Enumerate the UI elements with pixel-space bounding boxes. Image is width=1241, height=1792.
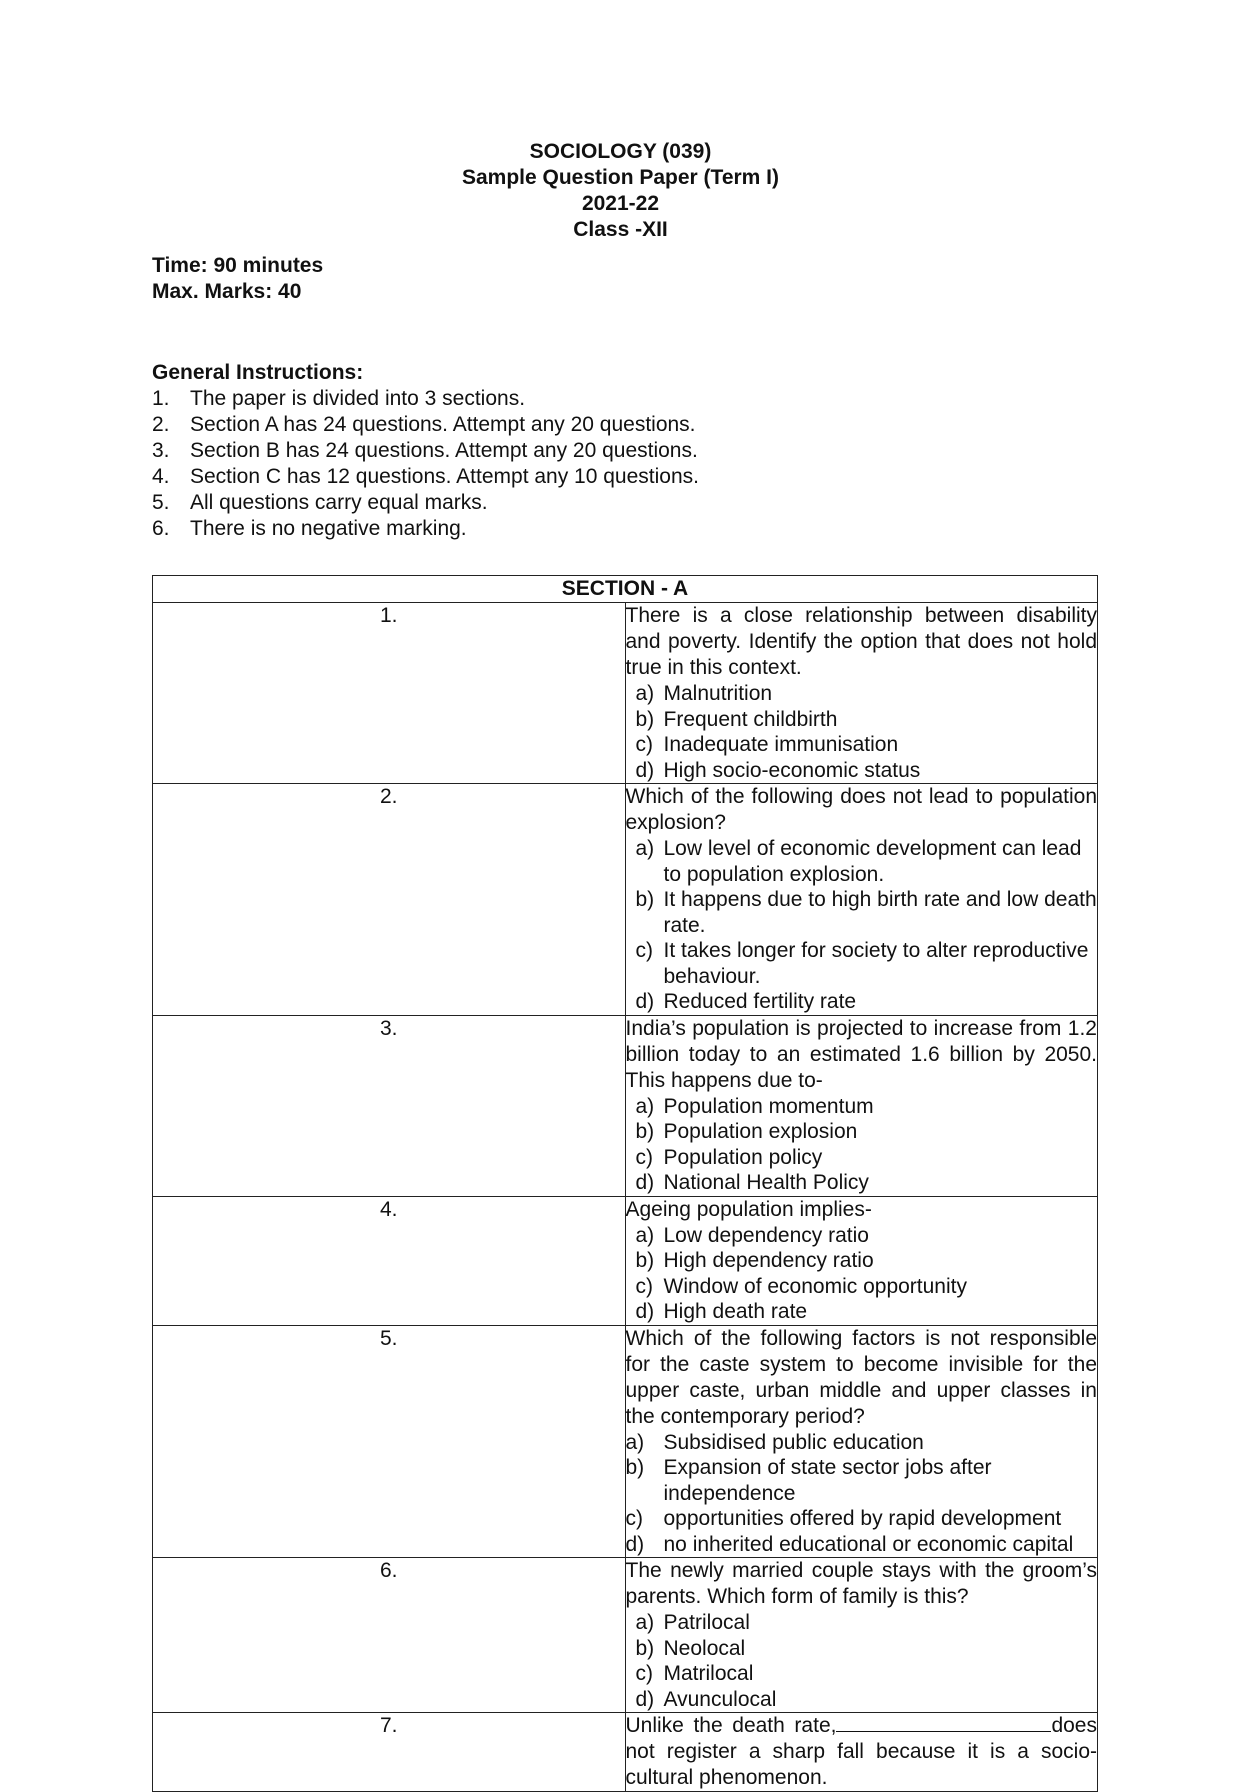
question-text: Which of the following does not lead to population explosion? [625, 785, 1097, 834]
option-text: Expansion of state sector jobs after independence [663, 1456, 992, 1505]
option [626, 732, 1098, 758]
option [626, 1299, 1098, 1325]
instruction-item [152, 438, 1052, 464]
instruction-text: The paper is divided into 3 sections. [190, 387, 526, 410]
question-body [625, 1713, 1098, 1792]
question-text-after-blank: does not register a sharp fall because it is a socio-cultural phenomenon. [625, 1714, 1097, 1789]
option-text: Window of economic opportunity [663, 1274, 967, 1298]
question-row [153, 1196, 1098, 1325]
instruction-number: 4. [152, 465, 170, 488]
option-letter: b) [635, 1636, 655, 1660]
instructions-title: General Instructions: [152, 361, 364, 384]
instruction-item [152, 412, 1052, 438]
time-allowed: Time: 90 minutes [152, 254, 324, 277]
question-row [153, 1713, 1098, 1792]
option-letter: a) [625, 1430, 645, 1454]
option-letter: a) [635, 837, 655, 860]
section-title: SECTION - A [153, 576, 1098, 603]
option [626, 938, 1098, 989]
option-letter: a) [635, 1611, 655, 1634]
instruction-text: There is no negative marking. [190, 517, 467, 540]
question-body [625, 1196, 1098, 1325]
option-text: Avunculocal [663, 1687, 777, 1711]
instruction-number: 3. [152, 439, 170, 462]
option-letter: c) [625, 1507, 643, 1530]
option-letter: a) [635, 1223, 655, 1247]
option-letter: d) [625, 1532, 645, 1556]
option [626, 1274, 1098, 1300]
option-letter: b) [635, 707, 655, 731]
subject-title: SOCIOLOGY (039) [529, 140, 712, 163]
option-text: opportunities offered by rapid development [663, 1507, 1062, 1530]
instruction-item [152, 464, 1052, 490]
option-letter: b) [625, 1456, 645, 1479]
question-text: India’s population is projected to increase from 1.2 billion today to an estimated 1.6 billion by 2050. This happens due to- [625, 1016, 1097, 1092]
question-row [153, 1558, 1098, 1713]
instruction-text: All questions carry equal marks. [190, 491, 488, 514]
question-number: 2. [153, 784, 626, 1016]
option [626, 681, 1098, 707]
option-text: Inadequate immunisation [663, 733, 899, 756]
general-instructions [152, 360, 1052, 542]
option-letter: a) [635, 1094, 655, 1118]
question-body [625, 784, 1098, 1016]
question-text [626, 1713, 1098, 1791]
instruction-number: 2. [152, 413, 170, 436]
question-text: The newly married couple stays with the groom’s parents. Which form of family is this? [625, 1559, 1097, 1608]
question-body [625, 1558, 1098, 1713]
option-text: Population momentum [663, 1094, 874, 1118]
instruction-text: Section C has 12 questions. Attempt any 10 questions. [190, 465, 699, 488]
option-text: no inherited educational or economic capital [663, 1532, 1074, 1556]
option-letter: d) [635, 1300, 655, 1323]
option [626, 1506, 1098, 1532]
option-letter: a) [635, 682, 655, 705]
instruction-item [152, 516, 1052, 542]
option-letter: c) [635, 1145, 653, 1169]
option-text: Subsidised public education [663, 1430, 924, 1454]
option-text: High death rate [663, 1300, 808, 1323]
instruction-number: 5. [152, 491, 170, 514]
question-number: 5. [153, 1325, 626, 1558]
question-number: 1. [153, 603, 626, 784]
option [626, 836, 1098, 887]
instruction-number: 1. [152, 387, 170, 410]
question-text: Which of the following factors is not responsible for the caste system to become invisible for the upper caste, urban middle and upper classes in the contemporary period? [625, 1326, 1097, 1428]
max-marks: Max. Marks: 40 [152, 280, 302, 303]
option-letter: d) [635, 758, 655, 782]
option-text: Patrilocal [663, 1611, 750, 1634]
section-a-table [152, 575, 1098, 1792]
option [626, 1636, 1098, 1662]
option [626, 1610, 1098, 1636]
question-text: There is a close relationship between disability and poverty. Identify the option that does not hold true in this context. [625, 604, 1097, 679]
option-letter: c) [635, 1274, 653, 1298]
option [626, 1430, 1098, 1456]
option [626, 1119, 1098, 1145]
option [626, 707, 1098, 733]
question-row [153, 1015, 1098, 1196]
question-row [153, 784, 1098, 1016]
fill-in-blank [836, 1713, 1051, 1732]
instruction-text: Section B has 24 questions. Attempt any 20 questions. [190, 439, 698, 462]
option-text: Population explosion [663, 1120, 858, 1143]
option-letter: d) [635, 1171, 655, 1194]
paper-meta [152, 253, 323, 305]
option [626, 887, 1098, 938]
option-letter: d) [635, 1687, 655, 1711]
question-row [153, 603, 1098, 784]
option [626, 1687, 1098, 1713]
question-row [153, 1325, 1098, 1558]
instruction-text: Section A has 24 questions. Attempt any 20 questions. [190, 413, 696, 436]
instruction-number: 6. [152, 517, 170, 540]
option-letter: d) [635, 990, 655, 1013]
option-letter: b) [635, 1120, 655, 1143]
option [626, 1145, 1098, 1171]
option-text: High socio-economic status [663, 758, 921, 782]
option-text: It takes longer for society to alter reproductive behaviour. [663, 939, 1089, 988]
option [626, 1094, 1098, 1120]
section-header-row [153, 576, 1098, 603]
question-body [625, 603, 1098, 784]
instruction-item [152, 490, 1052, 516]
question-text-before-blank: Unlike the death rate, [625, 1714, 837, 1737]
option-text: Population policy [663, 1145, 823, 1169]
option [626, 1223, 1098, 1249]
option-letter: b) [635, 888, 655, 911]
option [626, 1532, 1098, 1558]
question-number: 3. [153, 1015, 626, 1196]
option [626, 989, 1098, 1015]
question-number: 4. [153, 1196, 626, 1325]
option-text: Malnutrition [663, 682, 773, 705]
paper-title: Sample Question Paper (Term I) [461, 166, 780, 189]
option-text: Neolocal [663, 1636, 746, 1660]
option-letter: c) [635, 1662, 653, 1685]
question-number: 6. [153, 1558, 626, 1713]
class-label: Class -XII [573, 218, 668, 241]
option [626, 758, 1098, 784]
option-text: It happens due to high birth rate and low death rate. [663, 888, 1097, 937]
question-body [625, 1325, 1098, 1558]
option-text: Low dependency ratio [663, 1223, 869, 1247]
option-text: Reduced fertility rate [663, 990, 857, 1013]
instruction-item [152, 386, 1052, 412]
option-letter: b) [635, 1249, 655, 1272]
option-text: High dependency ratio [663, 1249, 874, 1272]
paper-header [0, 139, 1241, 243]
option [626, 1661, 1098, 1687]
option [626, 1170, 1098, 1196]
option-letter: c) [635, 733, 653, 756]
question-number: 7. [153, 1713, 626, 1792]
option [626, 1248, 1098, 1274]
question-text: Ageing population implies- [625, 1197, 872, 1221]
question-body [625, 1015, 1098, 1196]
option-text: Frequent childbirth [663, 707, 838, 731]
academic-year: 2021-22 [581, 192, 660, 215]
option-letter: c) [635, 939, 653, 962]
option-text: National Health Policy [663, 1171, 869, 1194]
option-text: Low level of economic development can lead to population explosion. [663, 837, 1082, 886]
option-text: Matrilocal [663, 1662, 754, 1685]
option [626, 1455, 1098, 1506]
